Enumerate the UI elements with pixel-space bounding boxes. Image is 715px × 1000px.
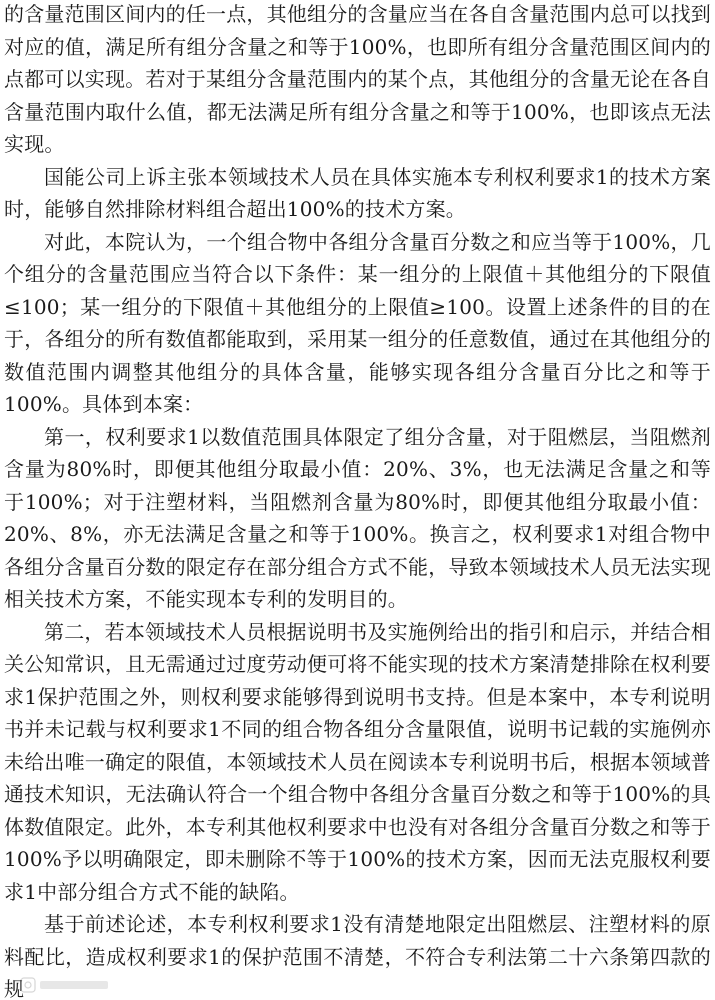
paragraph-court-opinion: 对此，本院认为，一个组合物中各组分含量百分数之和应当等于100%，几个组分的含量范围应当符合以下条件：某一组分的上限值＋其他组分的下限值≤100；某一组分的下限值＋其他组分的上限值≥100。设置上述条件的目的在于，各组分的所有数值都能取到，采用某一组分的任意数值，通过在其他组分的数值范围内调整其他组分的具体含量，能够实现各组分含量百分比之和等于100%。具体到本案： [4, 229, 711, 416]
paragraph-second-point: 第二，若本领域技术人员根据说明书及实施例给出的指引和启示，并结合相关公知常识，且无需通过过度劳动便可将不能实现的技术方案清楚排除在权利要求1保护范围之外，则权利要求能够得到说明书支持。但是本案中，本专利说明书并未记载与权利要求1不同的组合物各组分含量限值，说明书记载的实施例亦未给出唯一确定的限值，本领域技术人员在阅读本专利说明书后，根据本领域普通技术知识，无法确认符合一个组合物中各组分含量百分数之和等于100%的具体数值限定。此外，本专利其他权利要求中也没有对各组分含量百分数之和等于100%予以明确限定，即未删除不等于100%的技术方案，因而无法克服权利要求1中部分组合方式不能的缺陷。 [4, 619, 711, 904]
document-body [4, 0, 711, 1000]
watermark-logo-icon [20, 976, 112, 994]
paragraph-appeal-claim: 国能公司上诉主张本领域技术人员在具体实施本专利权利要求1的技术方案时，能够自然排除材料组合超出100%的技术方案。 [4, 164, 711, 221]
paragraph-conclusion: 基于前述论述，本专利权利要求1没有清楚地限定出阻燃层、注塑材料的原料配比，造成权利要求1的保护范围不清楚，不符合专利法第二十六条第四款的规 [4, 912, 711, 1000]
paragraph-first-point: 第一，权利要求1以数值范围具体限定了组分含量，对于阻燃层，当阻燃剂含量为80%时，即便其他组分取最小值：20%、3%，也无法满足含量之和等于100%；对于注塑材料，当阻燃剂含量为80%时，即便其他组分取最小值：20%、8%，亦无法满足含量之和等于100%。换言之，权利要求1对组合物中各组分含量百分数的限定存在部分组合方式不能，导致本领域技术人员无法实现相关技术方案，不能实现本专利的发明目的。 [4, 424, 711, 611]
paragraph-continuation: 的含量范围区间内的任一点，其他组分的含量应当在各自含量范围内总可以找到对应的值，满足所有组分含量之和等于100%，也即所有组分含量范围区间内的点都可以实现。若对于某组分含量范围内的某个点，其他组分的含量无论在各自含量范围内取什么值，都无法满足所有组分含量之和等于100%，也即该点无法实现。 [4, 2, 711, 156]
